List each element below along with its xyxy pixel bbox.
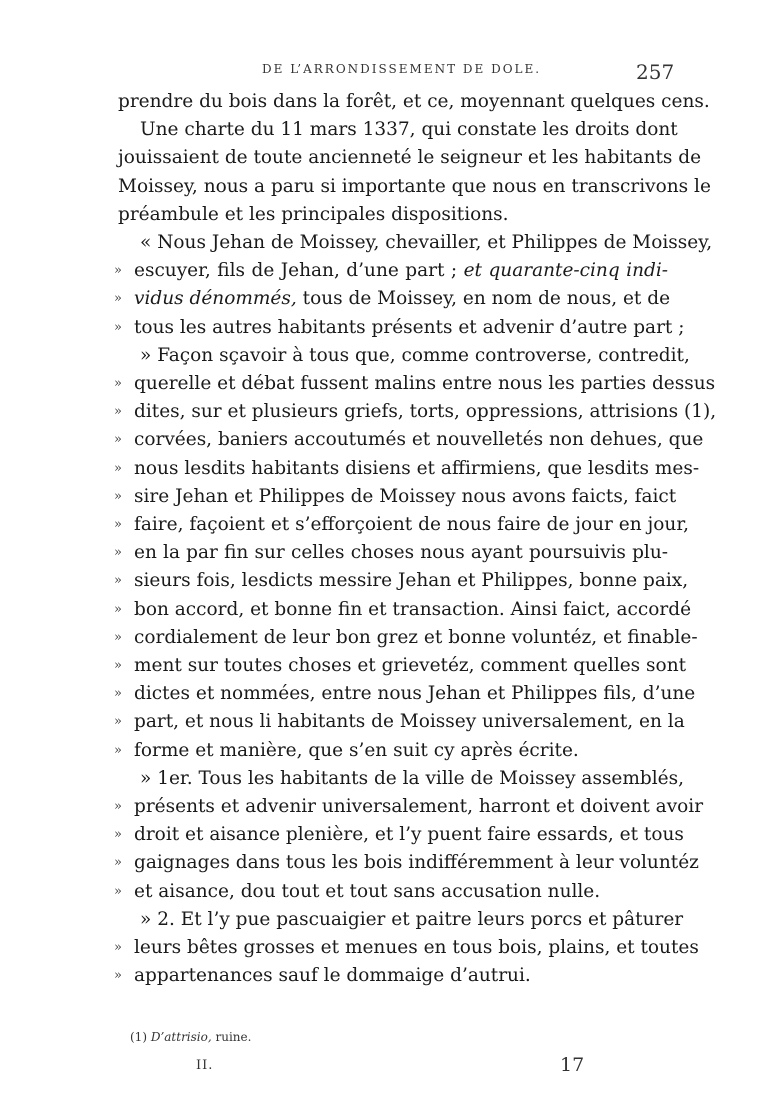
text-line <box>134 849 699 877</box>
line-text: faire, façoient et s’efforçoient de nous faire de jour en jour, <box>134 514 690 535</box>
text-line <box>140 229 713 257</box>
quote-mark: » <box>114 883 122 899</box>
text-line <box>134 567 689 595</box>
line-text: nous lesdits habitants disiens et affirmiens, que lesdits mes- <box>134 457 700 479</box>
line-text: » Façon sçavoir à tous que, comme controverse, contredit, <box>140 344 690 366</box>
quote-mark: » <box>114 827 122 843</box>
line-text: prendre du bois dans la forêt, et ce, moyennant quelques cens. <box>118 91 710 112</box>
text-line <box>134 793 704 821</box>
text-line <box>140 906 684 934</box>
line-text: part, et nous li habitants de Moissey universalement, en la <box>134 711 685 733</box>
quote-mark: » <box>114 460 122 476</box>
quote-mark: » <box>114 263 122 279</box>
text-line <box>134 821 684 849</box>
line-text: sire Jehan et Philippes de Moissey nous avons faicts, faict <box>134 485 677 507</box>
text-line <box>134 370 716 398</box>
text-line <box>134 314 685 342</box>
italic-text: vidus dénommés, <box>134 288 297 310</box>
text-line <box>134 652 687 680</box>
line-text: escuyer, fils de Jehan, d’une part ; <box>134 260 458 282</box>
line-text: dictes et nommées, entre nous Jehan et Philippes fils, d’une <box>134 683 696 705</box>
text-line <box>134 455 700 483</box>
line-text: ment sur toutes choses et grievetéz, comment quelles sont <box>134 655 687 676</box>
text-line <box>118 144 702 172</box>
quote-mark: » <box>114 714 122 730</box>
text-line <box>134 737 668 765</box>
text-line <box>118 88 710 116</box>
footnote-marker: (1) <box>130 1030 147 1044</box>
line-text: droit et aisance plenière, et l’y puent faire essards, et tous <box>134 824 684 846</box>
line-text: querelle et débat fussent malins entre nous les parties dessus <box>134 373 716 394</box>
line-text: tous les autres habitants présents et advenir d’autre part ; <box>134 316 685 338</box>
quote-mark: » <box>114 573 122 589</box>
quote-mark: » <box>114 517 122 532</box>
text-line <box>134 426 704 454</box>
text-line <box>134 511 690 539</box>
italic-text: et quarante-cinq indi- <box>463 260 668 282</box>
signature-mark: II. <box>196 1058 214 1073</box>
text-line <box>134 680 696 708</box>
text-line <box>134 483 677 511</box>
text-line <box>134 285 671 313</box>
text-line <box>134 624 698 652</box>
line-text: gaignages dans tous les bois indifféremment à leur voluntéz <box>134 852 699 874</box>
line-text: en la par fin sur celles choses nous ayant poursuivis plu- <box>134 542 668 564</box>
line-text: » 2. Et l’y pue pascuaigier et paitre leurs porcs et pâturer <box>140 908 684 930</box>
text-line <box>140 342 690 370</box>
footnote <box>130 1030 251 1044</box>
line-text: forme et manière, que s’en suit cy après écrite. <box>134 739 579 761</box>
line-text: dites, sur et plusieurs griefs, torts, oppressions, attrisions (1), <box>134 401 717 423</box>
text-line <box>134 596 692 624</box>
line-text: Moissey, nous a paru si importante que nous en transcrivons le <box>118 175 711 197</box>
line-text: cordialement de leur bon grez et bonne voluntéz, et finable- <box>134 626 698 648</box>
line-text: jouissaient de toute ancienneté le seigneur et les habitants de <box>118 147 702 169</box>
footnote-gloss: ruine. <box>215 1030 252 1044</box>
quote-mark: » <box>114 799 122 814</box>
text-line <box>140 765 685 793</box>
quote-mark: » <box>114 488 122 504</box>
footnote-term: D’attrisio, <box>150 1030 212 1044</box>
quote-mark: » <box>114 940 122 955</box>
line-text: leurs bêtes grosses et menues en tous bois, plains, et toutes <box>134 937 699 958</box>
line-text: appartenances sauf le dommaige d’autrui. <box>134 965 531 987</box>
quote-mark: » <box>114 291 122 307</box>
quote-mark: » <box>114 432 122 448</box>
text-line <box>134 257 668 285</box>
text-line <box>134 878 668 906</box>
running-title: DE L’ARRONDISSEMENT DE DOLE. <box>262 62 542 76</box>
line-text: « Nous Jehan de Moissey, chevailler, et Philippes de Moissey, <box>140 232 713 253</box>
quote-mark: » <box>114 319 122 335</box>
line-text: présents et advenir universalement, harront et doivent avoir <box>134 796 704 817</box>
quote-mark: » <box>114 855 122 871</box>
text-line <box>140 116 678 144</box>
quote-mark: » <box>114 601 122 617</box>
line-text: et aisance, dou tout et tout sans accusation nulle. <box>134 880 601 902</box>
text-line <box>134 398 717 426</box>
line-text: » 1er. Tous les habitants de la ville de Moissey assemblés, <box>140 767 685 789</box>
quote-mark: » <box>114 545 122 561</box>
quote-mark: » <box>114 629 122 645</box>
text-line <box>134 934 699 962</box>
line-text: préambule et les principales dispositions. <box>118 203 509 225</box>
text-line <box>118 201 668 229</box>
line-text: corvées, baniers accoutumés et nouvelletés non dehues, que <box>134 429 704 451</box>
text-line <box>118 173 711 201</box>
text-line <box>134 708 685 736</box>
quote-mark: » <box>114 376 122 391</box>
quote-mark: » <box>114 686 122 702</box>
quote-mark: » <box>114 658 122 673</box>
line-text: Une charte du 11 mars 1337, qui constate les droits dont <box>140 119 678 141</box>
quote-mark: » <box>114 404 122 420</box>
text-line <box>134 539 668 567</box>
page-number: 257 <box>636 60 675 84</box>
text-line <box>134 962 668 990</box>
signature-number: 17 <box>560 1054 585 1076</box>
line-text-after: tous de Moissey, en nom de nous, et de <box>296 288 671 310</box>
line-text: sieurs fois, lesdicts messire Jehan et Philippes, bonne paix, <box>134 570 689 592</box>
line-text: bon accord, et bonne fin et transaction. Ainsi faict, accordé <box>134 598 692 620</box>
quote-mark: » <box>114 742 122 758</box>
quote-mark: » <box>114 968 122 984</box>
